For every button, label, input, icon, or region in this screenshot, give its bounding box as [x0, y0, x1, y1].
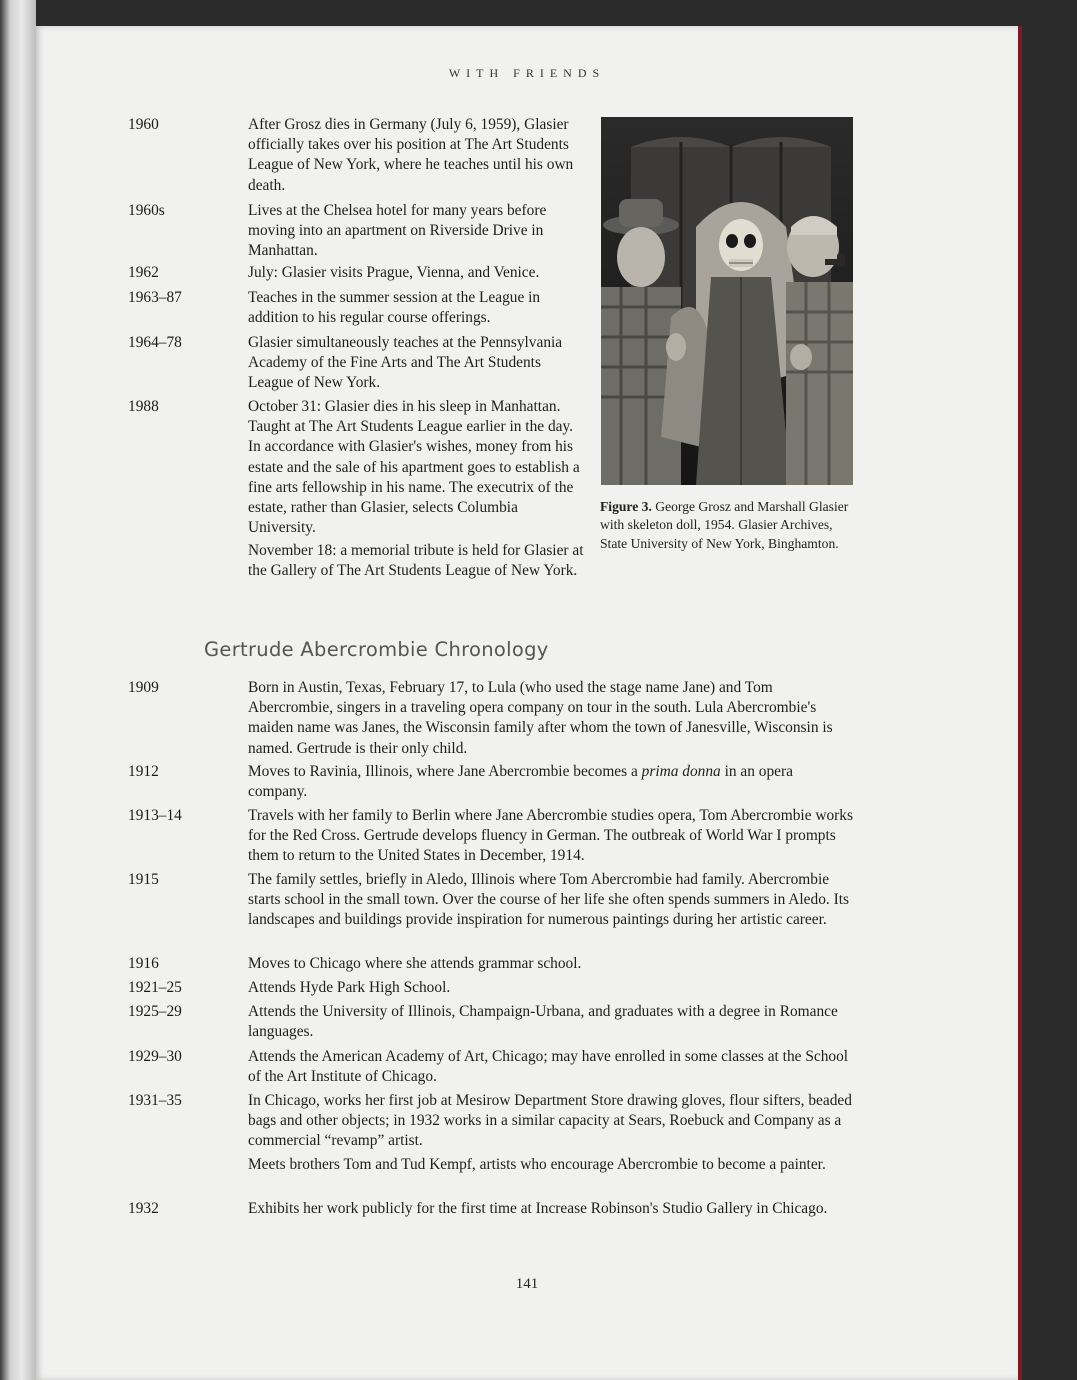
entry-text-italic: prima donna — [641, 763, 721, 780]
entry-text: Moves to Chicago where she attends grammar school. — [248, 955, 582, 972]
entry-text: Travels with her family to Berlin where Jane Abercrombie studies opera, Tom Abercrombie works for the Red Cross. Gertrude develops fluency in German. The outbreak of World War I prompts them to return to the United States in December, 1914. — [248, 807, 853, 865]
entry-text: Attends the University of Illinois, Champaign-Urbana, and graduates with a degree in Romance languages. — [248, 1003, 838, 1041]
entry-text: November 18: a memorial tribute is held for Glasier at the Gallery of The Art Students League of New York. — [248, 542, 584, 580]
entry-text-part: Moves to Ravinia, Illinois, where Jane Abercrombie becomes a — [248, 763, 642, 780]
entry-year: 1962 — [128, 264, 159, 281]
entry-text: Born in Austin, Texas, February 17, to Lula (who used the stage name Jane) and Tom Abercrombie, singers in a traveling opera company on tour in the south. Lula Abercrombie's maiden name was Janes, the Wisconsin family after whom the town of Janesville, Wisconsin is named. Gertrude is their only child. — [248, 679, 833, 757]
entry-year: 1932 — [128, 1200, 159, 1217]
figure-photo — [601, 117, 853, 485]
entry-text: Attends the American Academy of Art, Chicago; may have enrolled in some classes at the School of the Art Institute of Chicago. — [248, 1048, 849, 1086]
entry-year: 1929–30 — [128, 1048, 182, 1065]
section-title: Gertrude Abercrombie Chronology — [204, 638, 549, 661]
entry-year: 1916 — [128, 955, 159, 972]
entry-year: 1909 — [128, 679, 159, 696]
figure-caption-text: George Grosz and Marshall Glasier with skeleton doll, 1954. Glasier Archives, State University of New York, Binghamton. — [600, 499, 849, 551]
entry-text: Attends Hyde Park High School. — [248, 979, 451, 996]
book-page — [36, 26, 1018, 1380]
figure-label: Figure 3. — [600, 499, 652, 514]
entry-text: Meets brothers Tom and Tud Kempf, artists who encourage Abercrombie to become a painter. — [248, 1156, 826, 1173]
entry-text-part: in an opera company. — [248, 763, 793, 801]
entry-year: 1964–78 — [128, 334, 182, 351]
entry-year: 1925–29 — [128, 1003, 182, 1020]
entry-text — [248, 762, 856, 802]
scan-binding-edge — [0, 0, 36, 1380]
entry-text: In Chicago, works her first job at Mesirow Department Store drawing gloves, flour sifters, beaded bags and other objects; in 1932 works in a similar capacity at Sears, Roebuck and Company as a commercial “revamp” artist. — [248, 1092, 852, 1150]
entry-year: 1921–25 — [128, 979, 182, 996]
entry-text: Glasier simultaneously teaches at the Pennsylvania Academy of the Fine Arts and The Art Students League of New York. — [248, 334, 563, 392]
running-head: WITH FRIENDS — [448, 66, 606, 80]
entry-year: 1915 — [128, 871, 159, 888]
entry-year: 1913–14 — [128, 807, 182, 824]
entry-year: 1960 — [128, 116, 159, 133]
entry-year: 1988 — [128, 398, 159, 415]
page-number: 141 — [515, 1276, 539, 1292]
figure-caption — [600, 498, 855, 553]
entry-year: 1960s — [128, 202, 165, 219]
entry-text: July: Glasier visits Prague, Vienna, and Venice. — [248, 264, 540, 281]
entry-text: The family settles, briefly in Aledo, Illinois where Tom Abercrombie had family. Abercrombie starts school in the small town. Over the course of her life she often spends summers in Aledo. Its landscapes and buildings provide inspiration for numerous paintings during her artistic career. — [248, 871, 849, 929]
entry-text: Teaches in the summer session at the League in addition to his regular course offerings. — [248, 289, 541, 327]
entry-year: 1912 — [128, 763, 159, 780]
entry-text: October 31: Glasier dies in his sleep in Manhattan. Taught at The Art Students League earlier in the day. In accordance with Glasier's wishes, money from his estate and the sale of his apartment goes to establish a fine arts fellowship in his name. The executrix of the estate, rather than Glasier, selects Columbia University. — [248, 398, 580, 537]
photo-illustration — [601, 117, 853, 485]
entry-year: 1963–87 — [128, 289, 182, 306]
entry-text: Exhibits her work publicly for the first time at Increase Robinson's Studio Gallery in Chicago. — [248, 1200, 828, 1217]
entry-text: Lives at the Chelsea hotel for many years before moving into an apartment on Riverside Drive in Manhattan. — [248, 202, 547, 260]
entry-text: After Grosz dies in Germany (July 6, 1959), Glasier officially takes over his position at The Art Students League of New York, where he teaches until his own death. — [248, 116, 574, 194]
page-edge — [1018, 26, 1022, 1380]
entry-year: 1931–35 — [128, 1092, 182, 1109]
